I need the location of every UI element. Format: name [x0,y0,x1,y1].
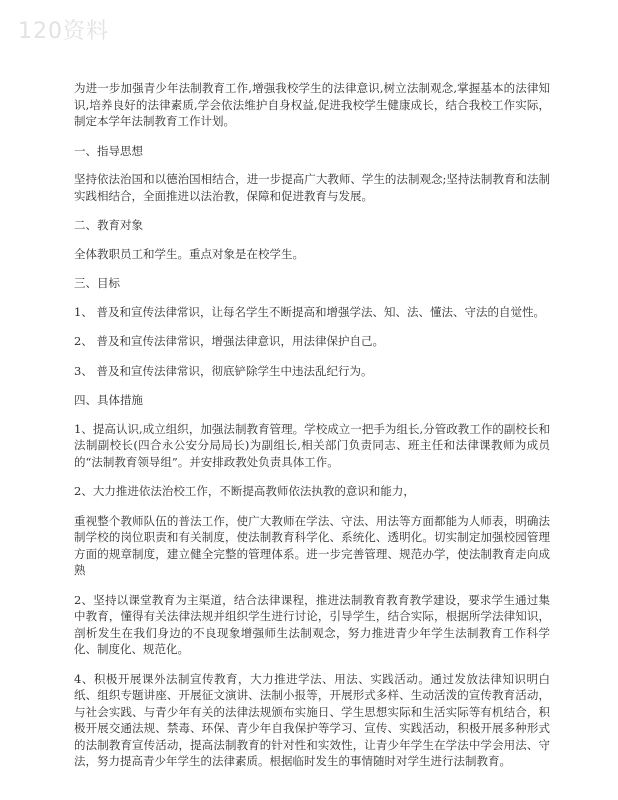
watermark-text: 120资料 [18,19,109,44]
measure-item-2: 2、大力推进依法治校工作，不断提高教师依法执教的意识和能力， [74,484,415,498]
measure-item-4: 4、积极开展课外法制宣传教育，大力推进学法、用法、实践活动。通过发放法律知识明白纸、组织专题讲座、开展征文演讲、法制小报等，开展形式多样、生动活泼的宣传教育活动，与社会实践、与青少年有关的法律法规颁布实施日、学生思想实际和生活实际等有机结合，积极开展交通法规、禁毒、环保、青少年自我保护等学习、宣传、实践活动，积极开展多种形式的法制教育宣传活动，提高法制教育的针对性和实效性，让青少年学生在学法中学会用法、守法，努力提高青少年学生的法律素质。根据临时发生的事情随时对学生进行法制教育。 [74,671,550,768]
goal-item-3: 3、 普及和宣传法律常识，彻底铲除学生中违法乱纪行为。 [74,363,373,378]
intro-paragraph: 为进一步加强青少年法制教育工作,增强我校学生的法律意识,树立法制观念,掌握基本的法律知识,培养良好的法律素质,学会依法维护自身权益,促进我校学生健康成长，结合我校工作实际，制定本学年法制教育工作计划。 [74,81,550,128]
goal-item-1: 1、 普及和宣传法律常识，让每名学生不断提高和增强学法、知、法、懂法、守法的自觉性。 [74,304,545,319]
paragraph-guiding-ideology: 坚持依法治国和以德治国相结合，进一步提高广大教师、学生的法制观念;坚持法制教育和法制实践相结合，全面推进以法治教，保障和促进教育与发展。 [74,172,550,203]
goal-item-2: 2、 普及和宣传法律常识，增强法律意识，用法律保护自己。 [74,334,384,348]
measure-item-2-detail: 重视整个教师队伍的普法工作，使广大教师在学法、守法、用法等方面都能为人师表，明确法制学校的岗位职责和有关制度，使法制教育科学化、系统化、透明化。切实制定加强校园管理方面的规章制度，建立健全完整的管理体系。进一步完善管理、规范办学，使法制教育走向成熟 [74,513,550,577]
section-heading-education-targets: 二、教育对象 [74,218,143,232]
measure-item-3: 2、坚持以课堂教育为主渠道，结合法律课程，推进法制教育教育教学建设，要求学生通过集中教育，懂得有关法律法规并组织学生进行讨论，引导学生，结合实际，根据所学法律知识，剖析发生在我们身边的不良现象增强师生法制观念，努力推进青少年学生法制教育工作科学化、制度化、规范化。 [74,592,550,656]
measure-item-1: 1、提高认识,成立组织，加强法制教育管理。学校成立一把手为组长,分管政教工作的副校长和法制副校长(四合永公安分局局长)为副组长,相关部门负责同志、班主任和法律课教师为成员的“法制教育领导组”。并安排政教处负责具体工作。 [74,421,550,469]
document-body [74,80,550,783]
section-heading-guiding-ideology: 一、指导思想 [74,143,143,158]
section-heading-measures: 四、具体措施 [74,393,143,407]
paragraph-education-targets: 全体教职员工和学生。重点对象是在校学生。 [74,246,304,261]
section-heading-goals: 三、目标 [74,276,120,290]
